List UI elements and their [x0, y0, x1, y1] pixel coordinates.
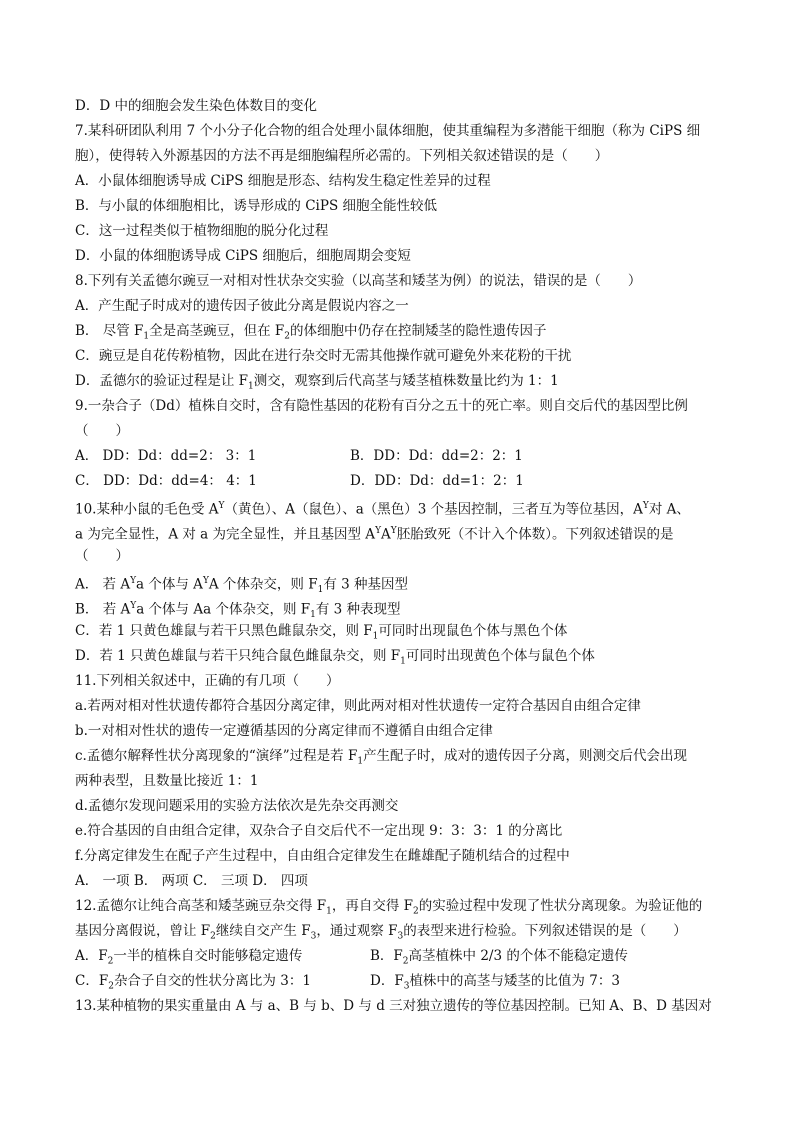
- q7-option-d: D．小鼠的体细胞诱导成 CiPS 细胞后，细胞周期会变短: [75, 248, 411, 264]
- q10-option-d: D．若 1 只黄色雄鼠与若干只纯合鼠色雌鼠杂交，则 $F_1$可同时出现黄色个体与鼠色个体: [75, 648, 595, 667]
- q10-stem-line1: 10.某种小鼠的毛色受 $A^Y$（黄色）、A（鼠色）、a（黑色）3 个基因控制，三者互为等位基因，$A^Y$对 A、: [75, 501, 690, 518]
- q11-statement-d: d.孟德尔发现问题采用的实验方法依次是先杂交再测交: [75, 798, 399, 814]
- q11-statement-a: a.若两对相对性状遗传都符合基因分离定律，则此两对相对性状遗传一定符合基因自由组合定律: [75, 698, 641, 714]
- q11-statement-c-line2: 两种表型，且数量比接近 1：1: [75, 773, 259, 789]
- q8-option-d: D．孟德尔的验证过程是让 $F_1$测交，观察到后代高茎与矮茎植株数量比约为 1：1: [75, 373, 559, 392]
- q11-stem: 11.下列相关叙述中，正确的有几项（ ）: [75, 673, 340, 689]
- q6-option-d: D．D 中的细胞会发生染色体数目的变化: [75, 98, 317, 114]
- q10-stem-line2: a 为完全显性，A 对 a 为完全显性，并且基因型 $A^YA^Y$胚胎致死（不计入个体数）。下列叙述错误的是: [75, 526, 674, 543]
- q13-stem: 13.某种植物的果实重量由 A 与 a、B 与 b、D 与 d 三对独立遗传的等位基因控制。已知 A、B、D 基因对: [75, 998, 712, 1014]
- q10-option-a: A． 若 $A^Ya$ 个体与 $A^YA$ 个体杂交，则 $F_1$有 3 种基因型: [75, 576, 408, 596]
- q8-option-c: C．豌豆是自花传粉植物，因此在进行杂交时无需其他操作就可避免外来花粉的干扰: [75, 348, 572, 364]
- q9-option-b: B．DD：Dd：dd=2：2：1: [350, 448, 523, 464]
- q9-option-c: C． DD：Dd：dd=4： 4：1: [75, 473, 257, 489]
- q9-option-d: D．DD：Dd：dd=1：2：1: [350, 473, 524, 489]
- q7-option-a: A．小鼠体细胞诱导成 CiPS 细胞是形态、结构发生稳定性差异的过程: [75, 173, 491, 189]
- q12-option-d: D．$F_3$植株中的高茎与矮茎的比值为 7：3: [370, 973, 620, 992]
- q11-statement-b: b.一对相对性状的遗传一定遵循基因的分离定律而不遵循自由组合定律: [75, 723, 493, 739]
- q12-option-c: C．$F_2$杂合子自交的性状分离比为 3：1: [75, 973, 311, 992]
- q11-statement-e: e.符合基因的自由组合定律，双杂合子自交后代不一定出现 9：3：3：1 的分离比: [75, 823, 563, 839]
- q12-stem-line1: 12.孟德尔让纯合高茎和矮茎豌豆杂交得 $F_1$，再自交得 $F_2$的实验过程中发现了性状分离现象。为验证他的: [75, 898, 703, 917]
- q8-option-a: A．产生配子时成对的遗传因子彼此分离是假说内容之一: [75, 298, 409, 314]
- q12-option-a: A．$F_2$一半的植株自交时能够稳定遗传: [75, 948, 303, 967]
- q9-options-row1: [75, 447, 735, 465]
- q12-options-row2: [75, 972, 735, 996]
- q7-stem-line1: 7.某科研团队利用 7 个小分子化合物的组合处理小鼠体细胞，使其重编程为多潜能干细胞（称为 CiPS 细: [75, 123, 701, 139]
- q9-stem-line2: （ ）: [75, 423, 129, 439]
- q11-options: A． 一项 B． 两项 C． 三项 D． 四项: [75, 873, 308, 889]
- q10-option-b: B． 若 $A^Ya$ 个体与 Aa 个体杂交，则 $F_1$有 3 种表现型: [75, 601, 401, 621]
- q12-options-row1: [75, 947, 735, 971]
- q9-option-a: A． DD：Dd：dd=2： 3：1: [75, 448, 257, 464]
- q12-stem-line2: 基因分离假说，曾让 $F_2$继续自交产生 $F_3$，通过观察 $F_3$的表型来进行检验。下列叙述错误的是（ ）: [75, 923, 687, 942]
- q8-stem: 8.下列有关孟德尔豌豆一对相对性状杂交实验（以高茎和矮茎为例）的说法，错误的是（ ）: [75, 273, 642, 289]
- q7-option-b: B．与小鼠的体细胞相比，诱导形成的 CiPS 细胞全能性较低: [75, 198, 437, 214]
- q9-options-row2: [75, 472, 735, 490]
- q7-option-c: C．这一过程类似于植物细胞的脱分化过程: [75, 223, 329, 239]
- q8-option-b: B． 尽管 $F_1$全是高茎豌豆，但在 $F_2$的体细胞中仍存在控制矮茎的隐性遗传因子: [75, 323, 547, 342]
- q11-statement-c-line1: c.孟德尔解释性状分离现象的“演绎”过程是若 $F_1$产生配子时，成对的遗传因子分离，则测交后代会出现: [75, 748, 688, 767]
- q7-stem-line2: 胞），使得转入外源基因的方法不再是细胞编程所必需的。下列相关叙述错误的是（ ）: [75, 148, 609, 164]
- q12-option-b: B．$F_2$高茎植株中 2/3 的个体不能稳定遗传: [370, 948, 628, 967]
- q10-option-c: C．若 1 只黄色雄鼠与若干只黑色雌鼠杂交，则 $F_1$可同时出现鼠色个体与黑色个体: [75, 623, 568, 642]
- q11-statement-f: f.分离定律发生在配子产生过程中，自由组合定律发生在雌雄配子随机结合的过程中: [75, 848, 570, 864]
- q9-stem-line1: 9.一杂合子（Dd）植株自交时，含有隐性基因的花粉有百分之五十的死亡率。则自交后代的基因型比例: [75, 398, 688, 414]
- q10-stem-line3: （ ）: [75, 548, 129, 564]
